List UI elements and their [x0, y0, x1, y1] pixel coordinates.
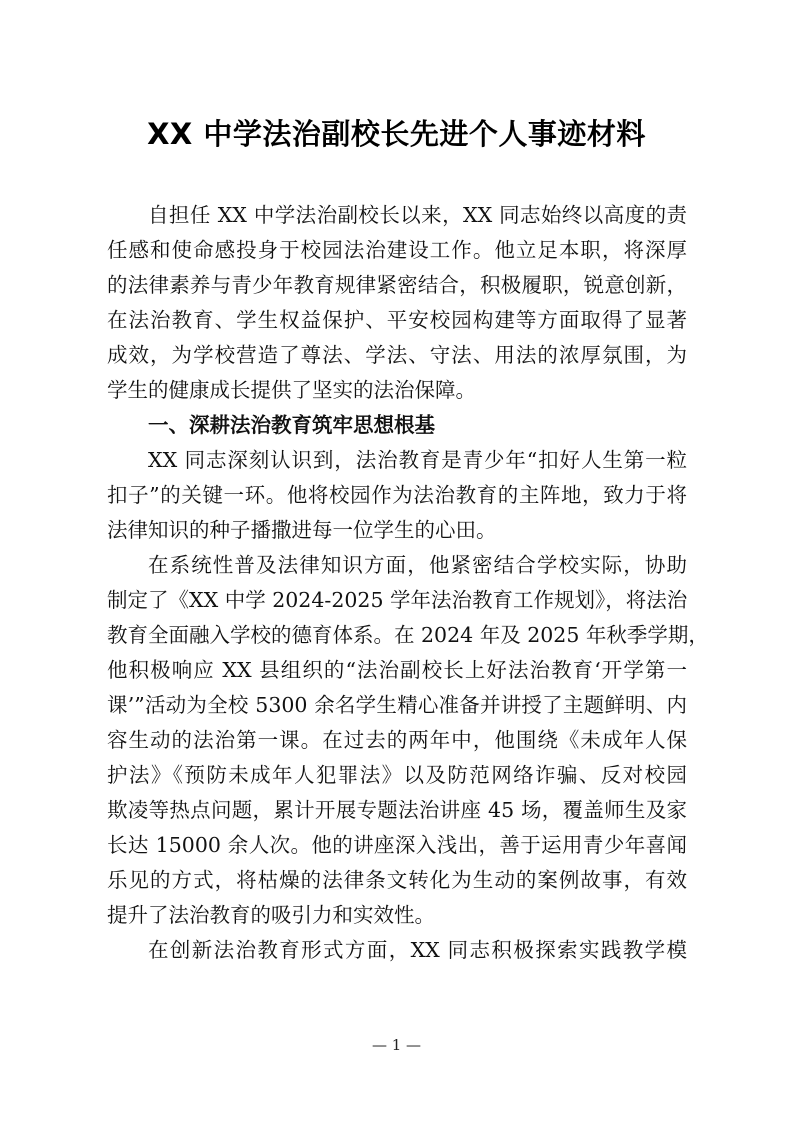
paragraph-line: 乐见的方式，将枯燥的法律条文转化为生动的案例故事，有效: [107, 868, 687, 892]
paragraph-line: 在法治教育、学生权益保护、平安校园构建等方面取得了显著: [107, 308, 687, 332]
page-number: — 1 —: [371, 1036, 422, 1054]
paragraph-line: 他积极响应 XX 县组织的“法治副校长上好法治教育‘开学第一: [107, 658, 687, 682]
paragraph-line: 扣子”的关键一环。他将校园作为法治教育的主阵地，致力于将: [107, 483, 687, 507]
paragraph-line: 提升了法治教育的吸引力和实效性。: [107, 903, 435, 927]
paragraph-line: 学生的健康成长提供了坚实的法治保障。: [107, 378, 476, 402]
paragraph-line: 护法》《预防未成年人犯罪法》以及防范网络诈骗、反对校园: [107, 763, 687, 787]
paragraph-line: 在创新法治教育形式方面，XX 同志积极探索实践教学模: [148, 938, 687, 962]
paragraph-line: 自担任 XX 中学法治副校长以来，XX 同志始终以高度的责: [148, 203, 687, 227]
paragraph-line: 长达 15000 余人次。他的讲座深入浅出，善于运用青少年喜闻: [107, 833, 687, 857]
paragraph-line: 在系统性普及法律知识方面，他紧密结合学校实际，协助: [148, 553, 687, 577]
paragraph-line: 容生动的法治第一课。在过去的两年中，他围绕《未成年人保: [107, 728, 687, 752]
paragraph-line: 欺凌等热点问题，累计开展专题法治讲座 45 场，覆盖师生及家: [107, 798, 687, 822]
document-body: [107, 198, 709, 968]
paragraph-line: 教育全面融入学校的德育体系。在 2024 年及 2025 年秋季学期，: [107, 623, 709, 647]
paragraph-line: 的法律素养与青少年教育规律紧密结合，积极履职，锐意创新，: [107, 273, 687, 297]
paragraph-line: 法律知识的种子播撒进每一位学生的心田。: [107, 518, 497, 542]
document-title: XX 中学法治副校长先进个人事迹材料: [147, 117, 646, 151]
paragraph-line: 成效，为学校营造了尊法、学法、守法、用法的浓厚氛围，为: [107, 343, 687, 367]
paragraph-line: 制定了《XX 中学 2024-2025 学年法治教育工作规划》，将法治: [107, 588, 688, 612]
paragraph-line: 课’”活动为全校 5300 余名学生精心准备并讲授了主题鲜明、内: [107, 693, 687, 717]
paragraph-line: XX 同志深刻认识到，法治教育是青少年“扣好人生第一粒: [148, 448, 687, 472]
section-heading: 一、深耕法治教育筑牢思想根基: [148, 413, 435, 437]
paragraph-line: 任感和使命感投身于校园法治建设工作。他立足本职，将深厚: [107, 238, 687, 262]
